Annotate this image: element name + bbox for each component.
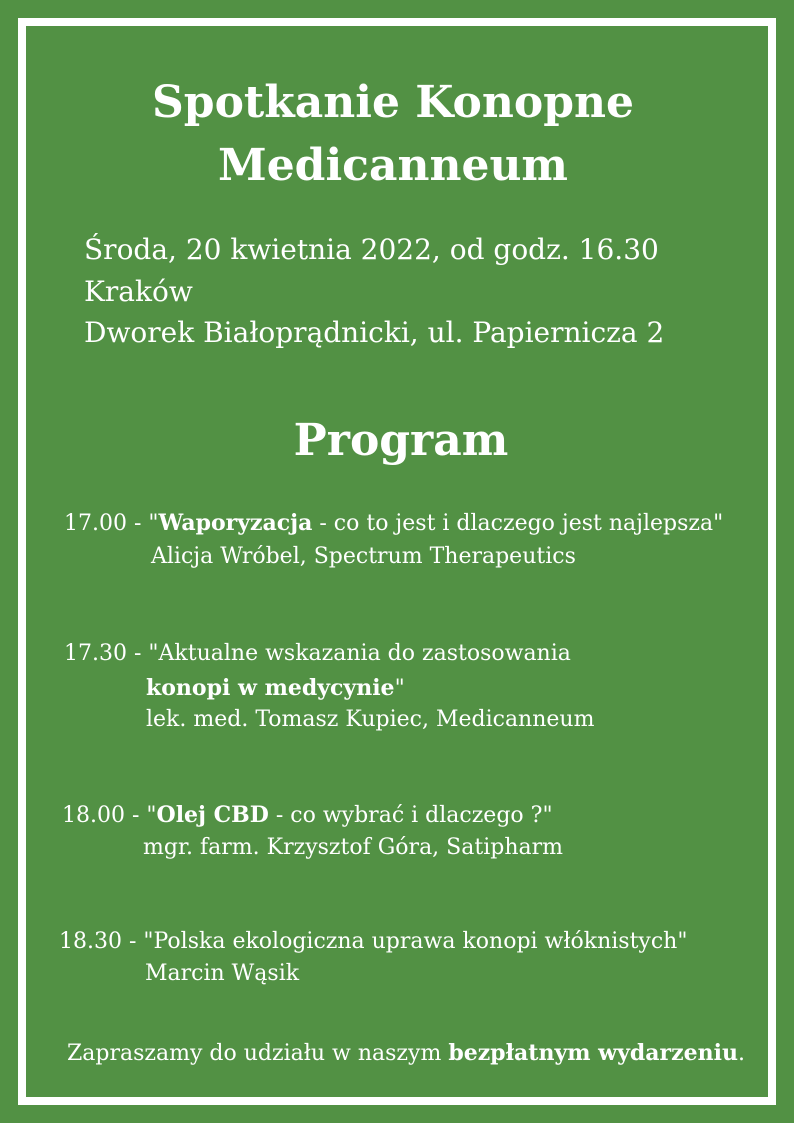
program-item-2-rest: " [394, 676, 405, 701]
event-date: Środa, 20 kwietnia 2022, od godz. 16.30 [84, 233, 659, 266]
program-item-2-title-cont [146, 674, 405, 703]
program-item-3-rest: - co wybrać i dlaczego ?" [268, 803, 553, 828]
program-item-1-title [64, 509, 723, 538]
program-item-1-prefix: 17.00 - " [64, 511, 159, 536]
event-venue: Dworek Białoprądnicki, ul. Papiernicza 2 [84, 316, 665, 349]
program-item-3-topic: Olej CBD [156, 802, 269, 828]
footer-text: Zapraszamy do udziału w naszym [67, 1041, 449, 1066]
invitation-footer [0, 1038, 794, 1069]
program-item-2-title: 17.30 - "Aktualne wskazania do zastosowania [64, 641, 571, 666]
program-item-3-speaker: mgr. farm. Krzysztof Góra, Satipharm [143, 835, 563, 860]
footer-end: . [737, 1041, 745, 1066]
title-line-1: Spotkanie Konopne [152, 77, 634, 128]
program-item-1-speaker: Alicja Wróbel, Spectrum Therapeutics [151, 544, 576, 569]
program-item-1-topic: Waporyzacja [158, 510, 313, 536]
footer-free-event: bezpłatnym wydarzeniu [448, 1040, 738, 1066]
program-item-3-prefix: 18.00 - " [62, 803, 157, 828]
program-item-2-speaker: lek. med. Tomasz Kupiec, Medicanneum [146, 707, 595, 732]
program-item-1-rest: - co to jest i dlaczego jest najlepsza" [312, 511, 724, 536]
event-city: Kraków [84, 275, 193, 308]
program-item-2-topic: konopi w medycynie [146, 675, 395, 701]
program-item-4-speaker: Marcin Wąsik [145, 961, 300, 986]
program-item-4-title: 18.30 - "Polska ekologiczna uprawa konopi włóknistych" [59, 929, 688, 954]
program-item-3-title [62, 801, 553, 830]
program-heading: Program [293, 415, 509, 466]
title-line-2: Medicanneum [217, 140, 568, 191]
